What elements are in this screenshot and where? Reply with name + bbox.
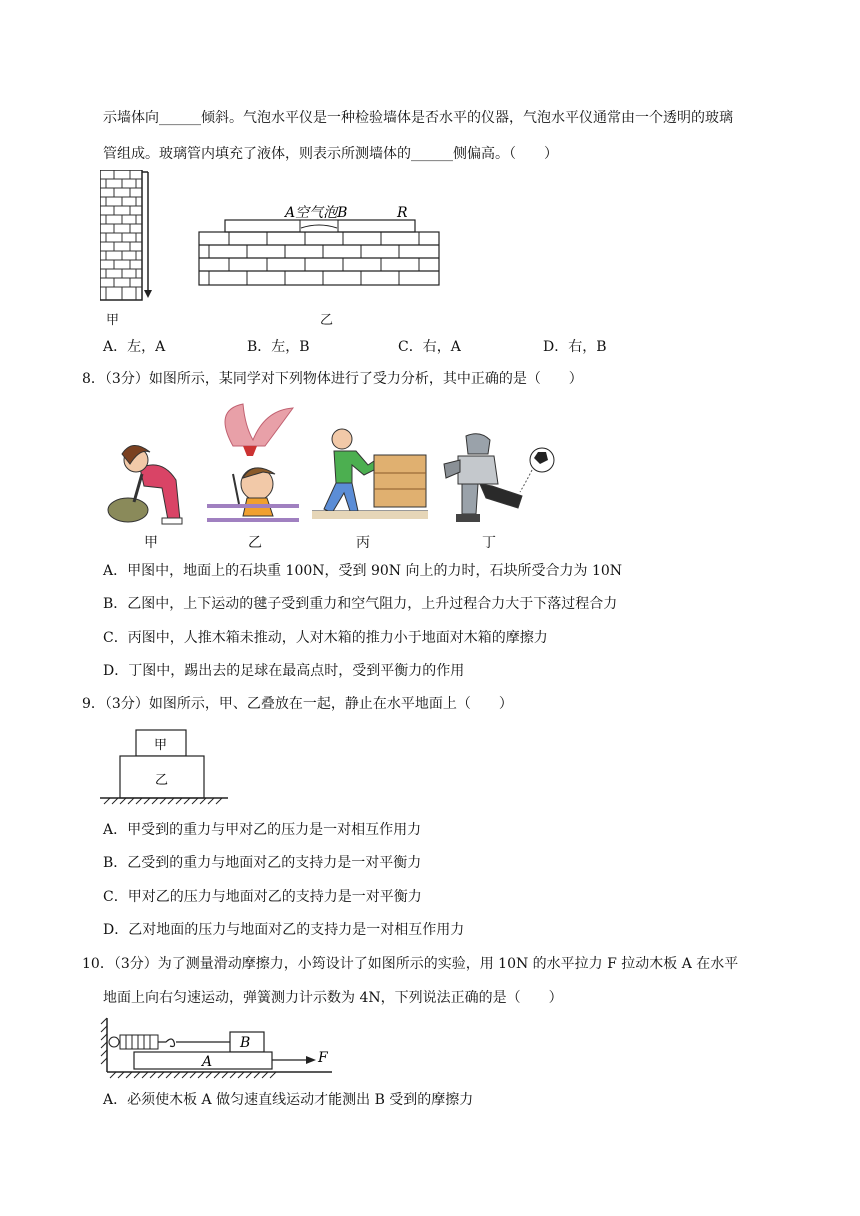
q10-label-f: F xyxy=(318,1050,328,1066)
q9-option-a[interactable]: A．甲受到的重力与甲对乙的压力是一对相互作用力 xyxy=(103,822,422,838)
q7-figure-yi-level xyxy=(195,198,445,294)
q7-option-c[interactable]: C．右，A xyxy=(398,339,461,355)
q7-caption-yi: 乙 xyxy=(320,313,334,328)
q7-option-b[interactable]: B．左，B xyxy=(247,339,310,355)
q10-stem-line-2: 地面上向右匀速运动，弹簧测力计示数为 4N，下列说法正确的是（ ） xyxy=(103,990,563,1006)
q8-figure-jia xyxy=(100,408,188,528)
q7-label-a-bubble-b: A空气泡B xyxy=(285,205,348,221)
q8-caption-ding: 丁 xyxy=(482,535,496,551)
q9-option-d[interactable]: D．乙对地面的压力与地面对乙的支持力是一对相互作用力 xyxy=(103,922,465,938)
q8-caption-bing: 丙 xyxy=(356,535,370,551)
q9-stem: 9．（3分）如图所示，甲、乙叠放在一起，静止在水平地面上（ ） xyxy=(82,696,513,712)
q8-figure-bing xyxy=(312,425,428,523)
q7-option-d[interactable]: D．右，B xyxy=(543,339,607,355)
q9-label-yi: 乙 xyxy=(155,773,169,788)
q9-label-jia: 甲 xyxy=(154,738,168,753)
q10-label-b: B xyxy=(240,1035,251,1051)
q9-figure-stacked-blocks xyxy=(100,728,230,806)
q7-figure-jia-wall xyxy=(100,170,160,302)
q8-figure-yi xyxy=(203,400,303,528)
q8-option-d[interactable]: D．丁图中，踢出去的足球在最高点时，受到平衡力的作用 xyxy=(103,663,465,679)
q8-caption-jia: 甲 xyxy=(144,535,158,551)
q7-caption-jia: 甲 xyxy=(106,313,120,328)
q8-caption-yi: 乙 xyxy=(248,535,262,551)
q10-label-a: A xyxy=(202,1054,213,1070)
q8-option-c[interactable]: C．丙图中，人推木箱未推动，人对木箱的推力小于地面对木箱的摩擦力 xyxy=(103,630,548,646)
q7-stem-line-2: 管组成。玻璃管内填充了液体，则表示所测墙体的______侧偏高。（ ） xyxy=(103,146,558,162)
q8-figure-ding xyxy=(436,430,556,524)
q8-option-a[interactable]: A．甲图中，地面上的石块重 100N，受到 90N 向上的力时，石块所受合力为 10N xyxy=(103,563,623,579)
q8-stem: 8．（3分）如图所示，某同学对下列物体进行了受力分析，其中正确的是（ ） xyxy=(82,371,583,387)
q7-stem-line-1: 示墙体向______倾斜。气泡水平仪是一种检验墙体是否水平的仪器，气泡水平仪通常由一个透明的玻璃 xyxy=(103,110,733,126)
q9-option-c[interactable]: C．甲对乙的压力与地面对乙的支持力是一对平衡力 xyxy=(103,889,422,905)
q9-option-b[interactable]: B．乙受到的重力与地面对乙的支持力是一对平衡力 xyxy=(103,855,422,871)
q10-figure-friction-setup xyxy=(100,1016,332,1080)
q10-stem-line-1: 10．（3分）为了测量滑动摩擦力，小筠设计了如图所示的实验，用 10N 的水平拉力 F 拉动木板 A 在水平 xyxy=(82,956,739,972)
q8-option-b[interactable]: B．乙图中，上下运动的毽子受到重力和空气阻力，上升过程合力大于下落过程合力 xyxy=(103,596,618,612)
q7-options xyxy=(103,336,703,356)
q7-label-r: R xyxy=(397,205,408,221)
q7-option-a[interactable]: A．左，A xyxy=(103,339,166,355)
q10-option-a[interactable]: A．必须使木板 A 做匀速直线运动才能测出 B 受到的摩擦力 xyxy=(103,1092,474,1108)
